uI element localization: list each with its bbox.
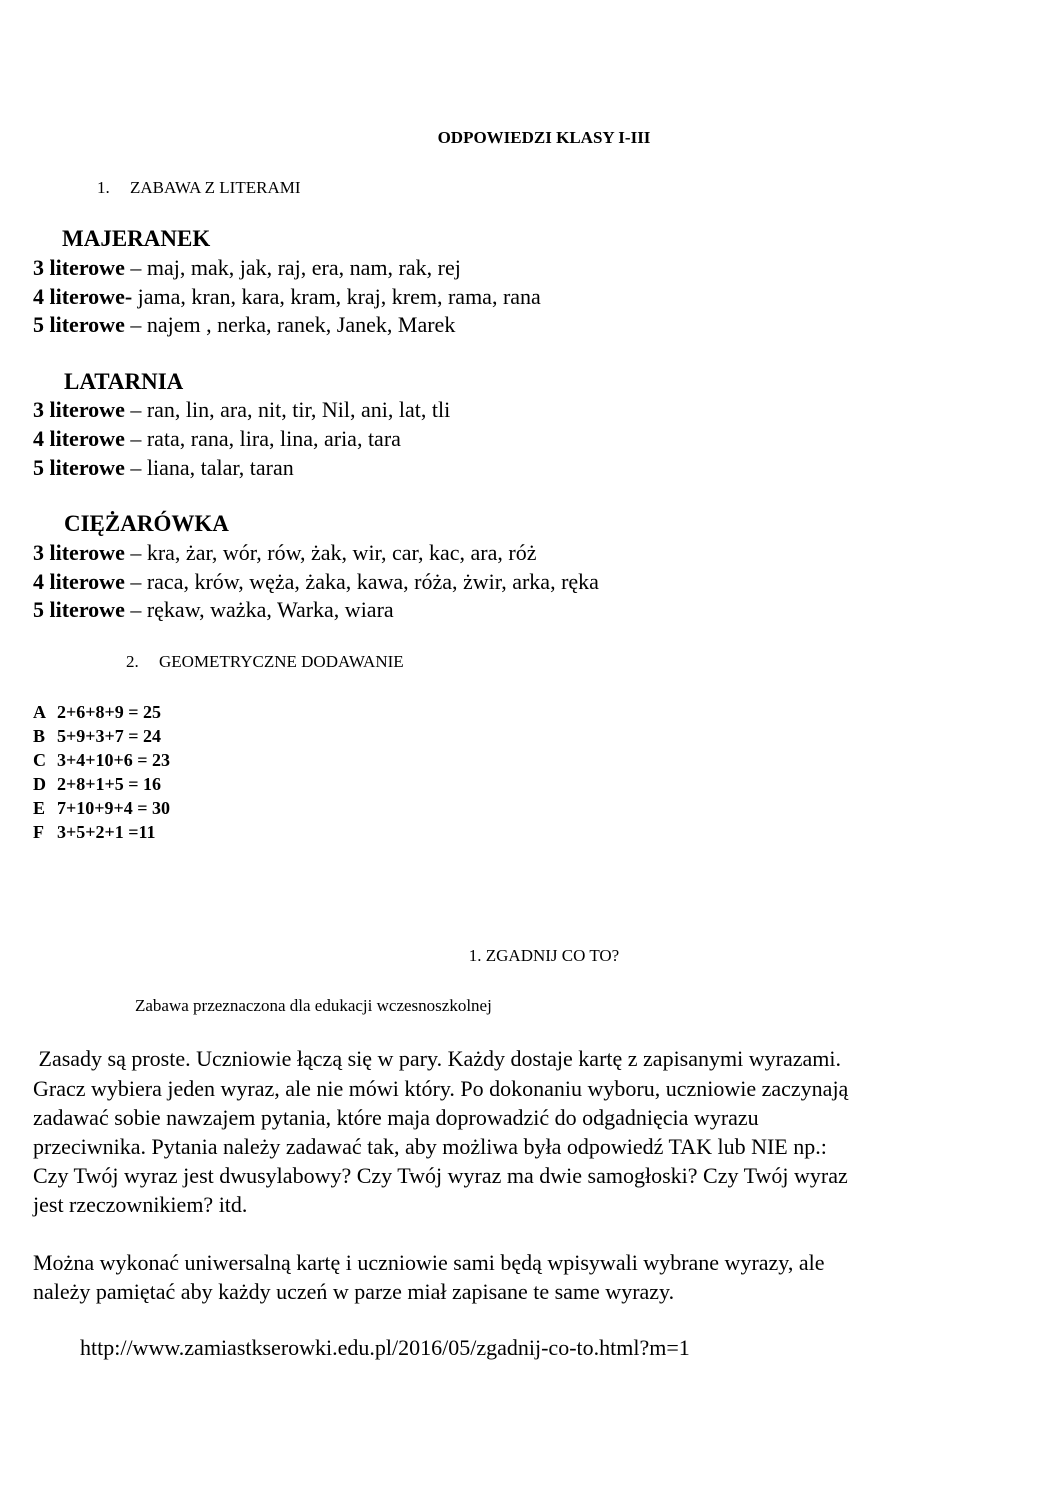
section-heading-guess: 1. ZGADNIJ CO TO? [468, 946, 620, 965]
answer-text: rękaw, ważka, Warka, wiara [146, 597, 394, 622]
section-number: 2. [126, 652, 139, 671]
sum-row [33, 822, 156, 843]
answer-label: 4 literowe- [33, 284, 133, 309]
sum-row [33, 726, 161, 747]
answer-line [33, 397, 450, 423]
sum-expression: 3+5+2+1 =11 [57, 822, 156, 842]
answer-line [33, 255, 461, 281]
answer-line [33, 455, 294, 481]
answer-sep: – [124, 597, 147, 622]
rules-line: Czy Twój wyraz jest dwusylabowy? Czy Twój wyraz ma dwie samogłoski? Czy Twój wyraz [33, 1163, 848, 1188]
answer-text: raca, krów, węża, żaka, kawa, róża, żwir, arka, ręka [146, 569, 599, 594]
answer-sep: – [124, 569, 147, 594]
word-title: CIĘŻARÓWKA [64, 511, 229, 536]
answer-label: 5 literowe [33, 597, 125, 622]
note-line: należy pamiętać aby każdy uczeń w parze miał zapisane te same wyrazy. [33, 1279, 675, 1304]
answer-sep: – [124, 312, 147, 337]
sum-expression: 3+4+10+6 = 23 [57, 750, 171, 770]
answer-label: 3 literowe [33, 397, 125, 422]
answer-text: najem , nerka, ranek, Janek, Marek [146, 312, 456, 337]
section-number: 1. [97, 178, 110, 197]
section-heading-geometry [126, 652, 404, 672]
answer-text: liana, talar, taran [146, 455, 294, 480]
page-title: ODPOWIEDZI KLASY I-III [437, 128, 651, 147]
rules-line: zadawać sobie nawzajem pytania, które maja doprowadzić do odgadnięcia wyrazu [33, 1105, 759, 1130]
section-subtitle: Zabawa przeznaczona dla edukacji wczesnoszkolnej [135, 996, 492, 1015]
note-line: Można wykonać uniwersalną kartę i uczniowie sami będą wpisywali wybrane wyrazy, ale [33, 1250, 825, 1275]
answer-sep: – [124, 540, 147, 565]
word-title: MAJERANEK [62, 226, 211, 251]
answer-label: 4 literowe [33, 426, 125, 451]
answer-label: 5 literowe [33, 312, 125, 337]
sum-expression: 2+6+8+9 = 25 [57, 702, 162, 722]
answer-text: maj, mak, jak, raj, era, nam, rak, rej [146, 255, 461, 280]
answer-line [33, 540, 536, 566]
sum-expression: 2+8+1+5 = 16 [57, 774, 162, 794]
answer-text: kra, żar, wór, rów, żak, wir, car, kac, ara, róż [146, 540, 537, 565]
section-label: ZABAWA Z LITERAMI [130, 178, 301, 197]
answer-sep: – [124, 426, 147, 451]
section-label: GEOMETRYCZNE DODAWANIE [159, 652, 404, 671]
answer-text: jama, kran, kara, kram, kraj, krem, rama, rana [137, 284, 541, 309]
answer-sep: – [124, 455, 147, 480]
answer-text: ran, lin, ara, nit, tir, Nil, ani, lat, tli [146, 397, 451, 422]
answer-line [33, 312, 455, 338]
rules-line: Gracz wybiera jeden wyraz, ale nie mówi który. Po dokonaniu wyboru, uczniowie zaczynają [33, 1076, 849, 1101]
sum-letter: B [33, 726, 46, 746]
answer-sep: – [124, 255, 147, 280]
answer-line [33, 426, 401, 452]
sum-row [33, 798, 170, 819]
section-heading-letters [97, 178, 301, 198]
answer-label: 4 literowe [33, 569, 125, 594]
answer-text: rata, rana, lira, lina, aria, tara [146, 426, 401, 451]
answer-line [33, 597, 394, 623]
source-url[interactable]: http://www.zamiastkserowki.edu.pl/2016/05/zgadnij-co-to.html?m=1 [80, 1335, 690, 1360]
answer-label: 3 literowe [33, 255, 125, 280]
answer-sep: – [124, 397, 147, 422]
sum-row [33, 774, 161, 795]
sum-row [33, 702, 161, 723]
word-title: LATARNIA [64, 369, 184, 394]
sum-letter: C [33, 750, 46, 770]
sum-letter: A [33, 702, 46, 722]
rules-line: Zasady są proste. Uczniowie łączą się w pary. Każdy dostaje kartę z zapisanymi wyrazami. [33, 1046, 841, 1071]
sum-letter: E [33, 798, 46, 818]
sum-row [33, 750, 170, 771]
rules-line: przeciwnika. Pytania należy zadawać tak, aby możliwa była odpowiedź TAK lub NIE np.: [33, 1134, 827, 1159]
sum-expression: 5+9+3+7 = 24 [57, 726, 162, 746]
rules-line: jest rzeczownikiem? itd. [33, 1192, 248, 1217]
answer-label: 5 literowe [33, 455, 125, 480]
answer-label: 3 literowe [33, 540, 125, 565]
answer-line [33, 284, 541, 310]
sum-letter: D [33, 774, 46, 794]
sum-expression: 7+10+9+4 = 30 [57, 798, 171, 818]
sum-letter: F [33, 822, 44, 842]
answer-line [33, 569, 599, 595]
